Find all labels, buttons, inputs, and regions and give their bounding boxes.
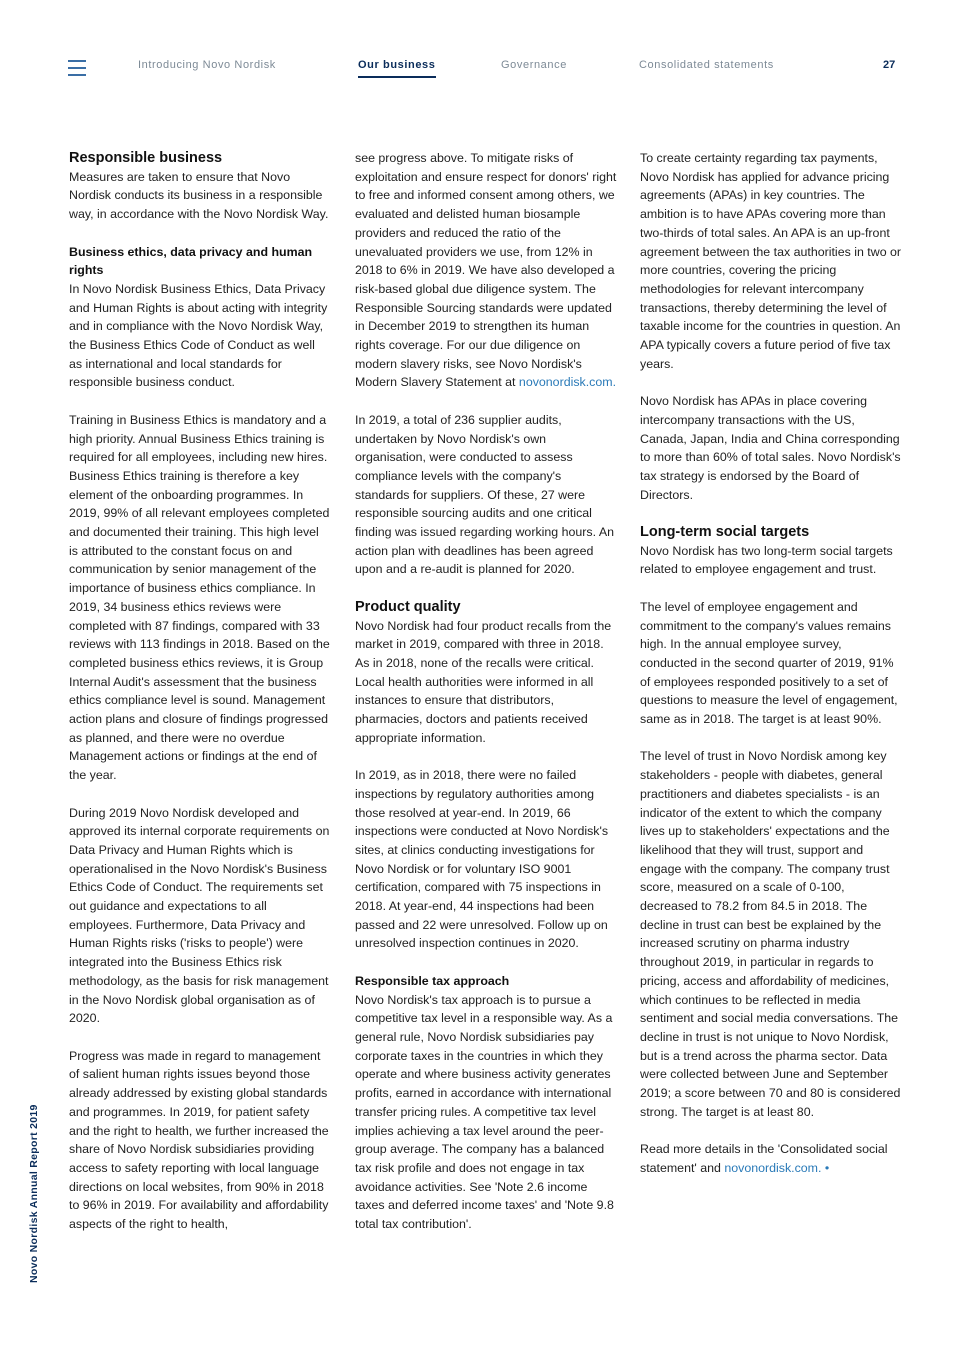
text-modern-slavery: see progress above. To mitigate risks of exploitation and ensure respect for donors' right to free and informed consent among others, we evaluated and delisted human biosample providers and reduced the ratio of the unevaluated providers we use, from 12% in 2018 to 6% in 2019. We have also developed a risk-based global due diligence system. The Responsible Sourcing standards were updated in December 2019 to strengthen its human rights coverage. For our due diligence on modern slavery risks, see Novo Nordisk's Modern Slavery Statement at xyxy=(355,151,617,390)
paragraph-product-recalls: Novo Nordisk had four product recalls from the market in 2019, compared with three in 2018. As in 2018, none of the recalls were critical. Local health authorities were informed in all instances to ensure that distributors, pharmacies, doctors and patients received appropriate information. xyxy=(355,618,612,745)
end-bullet-icon: • xyxy=(824,1160,830,1175)
nav-tab-consolidated-statements[interactable]: Consolidated statements xyxy=(639,59,774,71)
subheading-responsible-tax: Responsible tax approach xyxy=(355,973,510,988)
column-right xyxy=(640,149,902,1196)
report-title-vertical: Novo Nordisk Annual Report 2019 xyxy=(28,1104,40,1283)
paragraph-human-rights-progress: Progress was made in regard to management of salient human rights issues beyond those already addressed by existing global standards and programmes. In 2019, for patient safety and the right to health, we further increased the share of Novo Nordisk subsidiaries providing access to safety reporting with local language directions on local websites, from 90% in 2018 to 96% in 2019. For availability and affordability aspects of the right to health, xyxy=(69,1048,329,1232)
paragraph-business-ethics: In Novo Nordisk Business Ethics, Data Privacy and Human Rights is about acting with integrity and in compliance with the Novo Nordisk Way, the Business Ethics Code of Conduct as well as international and local standards for responsible business conduct. xyxy=(69,281,328,390)
paragraph-read-more xyxy=(640,1140,902,1177)
top-navigation-bar xyxy=(0,0,965,110)
column-left xyxy=(69,149,331,1252)
link-novonordisk-1[interactable]: novonordisk.com. xyxy=(518,375,617,390)
paragraph-supplier-audits: In 2019, a total of 236 supplier audits, undertaken by Novo Nordisk's own organisation, were conducted to assess compliance levels with the company's standards for suppliers. Of these, 27 were responsible sourcing audits and one critical finding was issued regarding working hours. An action plan with deadlines has been agreed upon and a re-audit is planned for 2020. xyxy=(355,412,614,577)
paragraph-data-privacy: During 2019 Novo Nordisk developed and approved its internal corporate requirements on Data Privacy and Human Rights which is operationalised in the Novo Nordisk's Business Ethics Code of Conduct. The requirements set out guidance and expectations to all employees. Furthermore, Data Privacy and Human Rights risks ('risks to people') were integrated into the Business Ethics risk methodology, as the basis for risk management in the Novo Nordisk global organisation as of 2020. xyxy=(69,805,330,1026)
paragraph-human-rights-continued xyxy=(355,149,617,392)
page-number: 27 xyxy=(883,59,896,71)
heading-long-term-social-targets: Long-term social targets xyxy=(640,524,810,541)
paragraph-inspections: In 2019, as in 2018, there were no failed inspections by regulatory authorities among those resolved at year-end. In 2019, 66 inspections were conducted at Novo Nordisk's sites, at clinics conducting investigations for Novo Nordisk or for voluntary ISO 9001 certification, compared with 75 inspections in 2018. At year-end, 44 inspections had been passed and 22 were unresolved. Follow up on unresolved inspection continues in 2020. xyxy=(355,768,609,951)
text-read-more: Read more details in the 'Consolidated social statement' and xyxy=(640,1142,888,1175)
link-novonordisk-2[interactable]: novonordisk.com. xyxy=(724,1160,822,1175)
column-middle xyxy=(355,149,617,1252)
subheading-business-ethics: Business ethics, data privacy and human rights xyxy=(69,244,313,278)
paragraph-apa: To create certainty regarding tax payments, Novo Nordisk has applied for advance pricing agreements (APAs) in key countries. The ambition is to have APAs covering more than two-thirds of total sales. An APA is an up-front agreement between the tax authorities in two or more countries, covering the pricing methodologies for relevant intercompany transactions, thereby determining the level of taxable income for the countries in question. An APA typically covers a future period of five tax years. xyxy=(640,151,902,371)
heading-responsible-business: Responsible business xyxy=(69,150,223,166)
heading-product-quality: Product quality xyxy=(355,598,461,615)
paragraph-apa-countries: Novo Nordisk has APAs in place covering intercompany transactions with the US, Canada, Japan, India and China corresponding to more than 60% of total sales. Novo Nordisk's tax strategy is endorsed by the Board of Directors. xyxy=(640,394,901,502)
paragraph-tax-approach: Novo Nordisk's tax approach is to pursue a competitive tax level in a responsible way. As a general rule, Novo Nordisk subsidiaries pay corporate taxes in the countries in which they operate and where business activity generates profits, earned in accordance with international transfer pricing rules. A competitive tax level implies achieving a tax level around the peer-group average. The company has a balanced tax risk profile and does not engage in tax avoidance activities. See 'Note 2.6 income taxes and deferred income taxes' and 'Note 9.8 total tax contribution'. xyxy=(355,992,614,1232)
nav-tab-our-business[interactable]: Our business xyxy=(358,59,436,71)
nav-tab-governance[interactable]: Governance xyxy=(501,59,567,71)
paragraph-responsible-business: Measures are taken to ensure that Novo Nordisk conducts its business in a responsible way, in accordance with the Novo Nordisk Way. xyxy=(69,169,329,222)
hamburger-menu-icon[interactable] xyxy=(68,60,86,76)
paragraph-trust: The level of trust in Novo Nordisk among key stakeholders - people with diabetes, general practitioners and diabetes specialists - is an indicator of the extent to which the company lives up to stakeholders' expectations and the likelihood that they will trust, support and engage with the company. The company trust score, measured on a scale of 0-100, decreased to 78.2 from 84.5 in 2018. The decline in trust can best be explained by the increased scrutiny on pharma industry throughout 2019, in particular in regards to pricing, access and affordability of medicines, which continues to be reflected in media sentiment and social media conversations. The decline in trust is not unique to Novo Nordisk, but is a trend across the pharma sector. Data were collected between June and September 2019; a score between 70 and 80 is considered strong. The target is at least 80. xyxy=(640,749,901,1119)
paragraph-employee-engagement: The level of employee engagement and commitment to the company's values remains high. In the annual employee survey, conducted in the second quarter of 2019, 91% of employees responded positively to a set of questions to measure the level of engagement, same as in 2018. The target is at least 90%. xyxy=(640,599,898,727)
paragraph-training: Training in Business Ethics is mandatory and a high priority. Annual Business Ethics training is required for all employees, including new hires. Business Ethics training is therefore a key element of the onboarding programmes. In 2019, 99% of all relevant employees completed and documented their training. This high level is attributed to the constant focus on and communication by senior management of the importance of business ethics compliance. In 2019, 34 business ethics reviews were completed with 87 findings, compared with 33 reviews with 113 findings in 2018. Based on the completed business ethics reviews, it is Group Internal Audit's assessment that the business ethics compliance level is sound. Management action plans and closure of findings progressed as planned, and there were no overdue Management actions or findings at the end of the year. xyxy=(69,412,330,783)
paragraph-social-targets: Novo Nordisk has two long-term social targets related to employee engagement and trust. xyxy=(640,543,893,577)
nav-tab-introducing[interactable]: Introducing Novo Nordisk xyxy=(138,59,276,71)
